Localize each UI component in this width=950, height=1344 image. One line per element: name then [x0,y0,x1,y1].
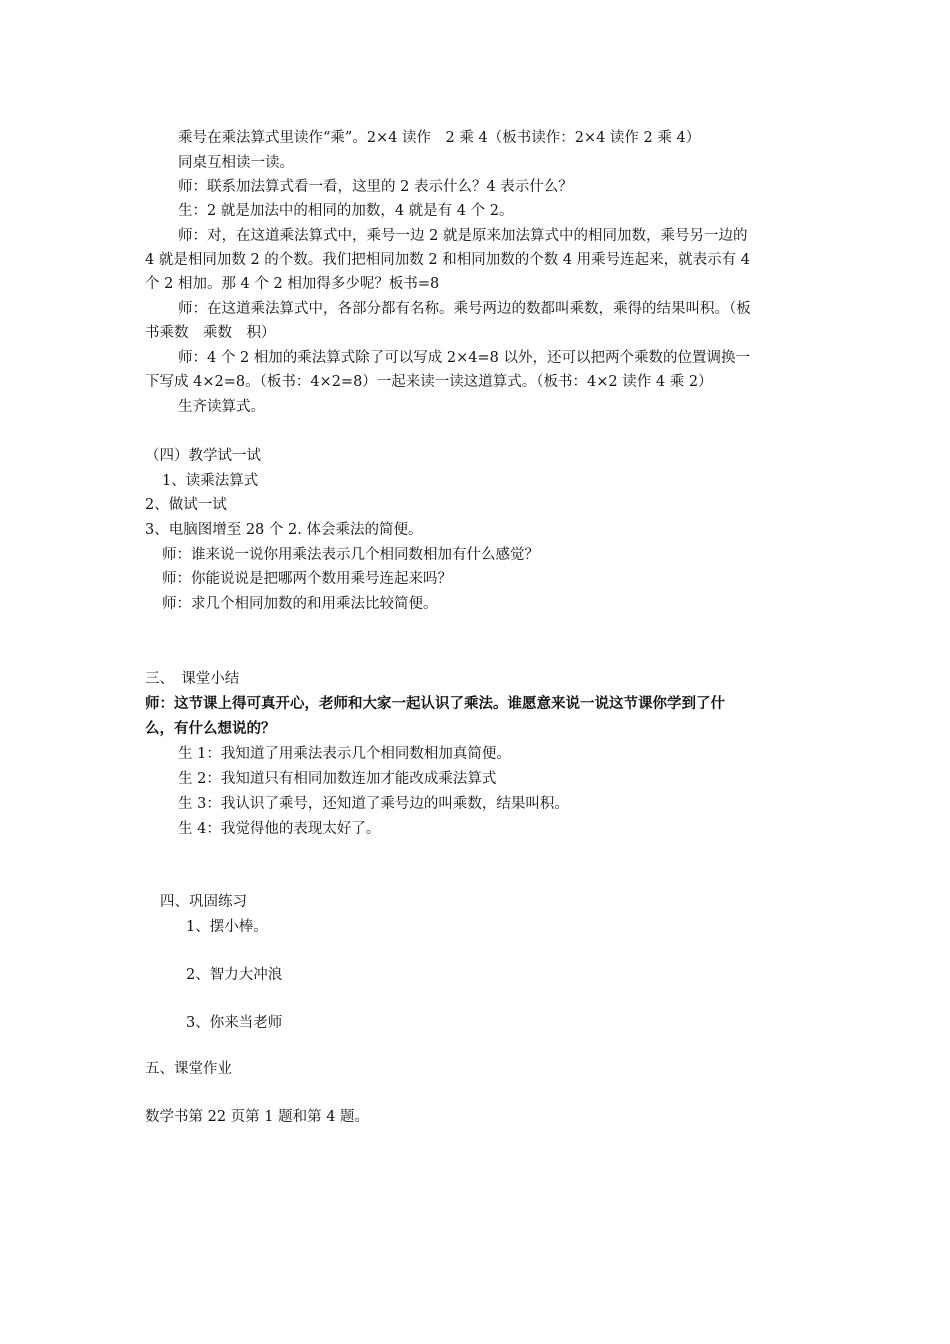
text-line: 师：求几个相同加数的和用乘法比较简便。 [162,596,438,612]
list-item: 1、读乘法算式 [162,473,259,489]
text-line: 师：4 个 2 相加的乘法算式除了可以写成 2×4=8 以外，还可以把两个乘数的位置调换一 [178,350,750,366]
section-heading: （四）教学试一试 [145,448,261,464]
list-item: 2、做试一试 [145,497,227,513]
list-item: 2、智力大冲浪 [186,967,283,983]
text-line: 个 2 相加。那 4 个 2 相加得多少呢？板书=8 [145,276,440,292]
text-line: 下写成 4×2=8。（板书：4×2=8）一起来读一读这道算式。（板书：4×2 读作 4 乘 2） [145,374,713,390]
section-heading: 三、 课堂小结 [145,671,240,687]
text-line: 乘号在乘法算式里读作“乘”。2×4 读作 2 乘 4（板书读作：2×4 读作 2 乘 4） [178,130,701,146]
text-line: 师：在这道乘法算式中，各部分都有名称。乘号两边的数都叫乘数，乘得的结果叫积。（板 [178,301,751,317]
text-line: 生 2：我知道只有相同加数连加才能改成乘法算式 [178,771,497,787]
section-heading: 四、巩固练习 [160,894,247,910]
text-line: 生：2 就是加法中的相同的加数，4 就是有 4 个 2。 [178,203,514,219]
text-line: 师：谁来说一说你用乘法表示几个相同数相加有什么感觉？ [162,547,539,563]
bold-text-line: 师：这节课上得可真开心，老师和大家一起认识了乘法。谁愿意来说一说这节课你学到了什 [145,696,725,712]
list-item: 3、电脑图增至 28 个 2. 体会乘法的简便。 [145,522,423,538]
list-item: 3、你来当老师 [186,1015,283,1031]
text-line: 生 3：我认识了乘号，还知道了乘号边的叫乘数，结果叫积。 [178,796,569,812]
text-line: 4 就是相同加数 2 的个数。我们把相同加数 2 和相同加数的个数 4 用乘号连起来，就表示有 4 [145,252,750,268]
text-line: 生齐读算式。 [178,399,265,415]
text-line: 同桌互相读一读。 [178,155,294,171]
text-line: 师：联系加法算式看一看，这里的 2 表示什么？4 表示什么？ [178,179,573,195]
text-line: 生 4：我觉得他的表现太好了。 [178,821,381,837]
section-heading: 五、课堂作业 [145,1061,232,1077]
text-line: 师：你能说说是把哪两个数用乘号连起来吗？ [162,571,452,587]
text-line: 书乘数 乘数 积） [145,325,276,341]
text-line: 师：对，在这道乘法算式中，乘号一边 2 就是原来加法算式中的相同加数，乘号另一边的 [178,228,748,244]
text-line: 数学书第 22 页第 1 题和第 4 题。 [145,1109,370,1125]
bold-text-line: 么，有什么想说的？ [145,721,276,737]
text-line: 生 1：我知道了用乘法表示几个相同数相加真简便。 [178,746,511,762]
list-item: 1、摆小棒。 [186,919,268,935]
